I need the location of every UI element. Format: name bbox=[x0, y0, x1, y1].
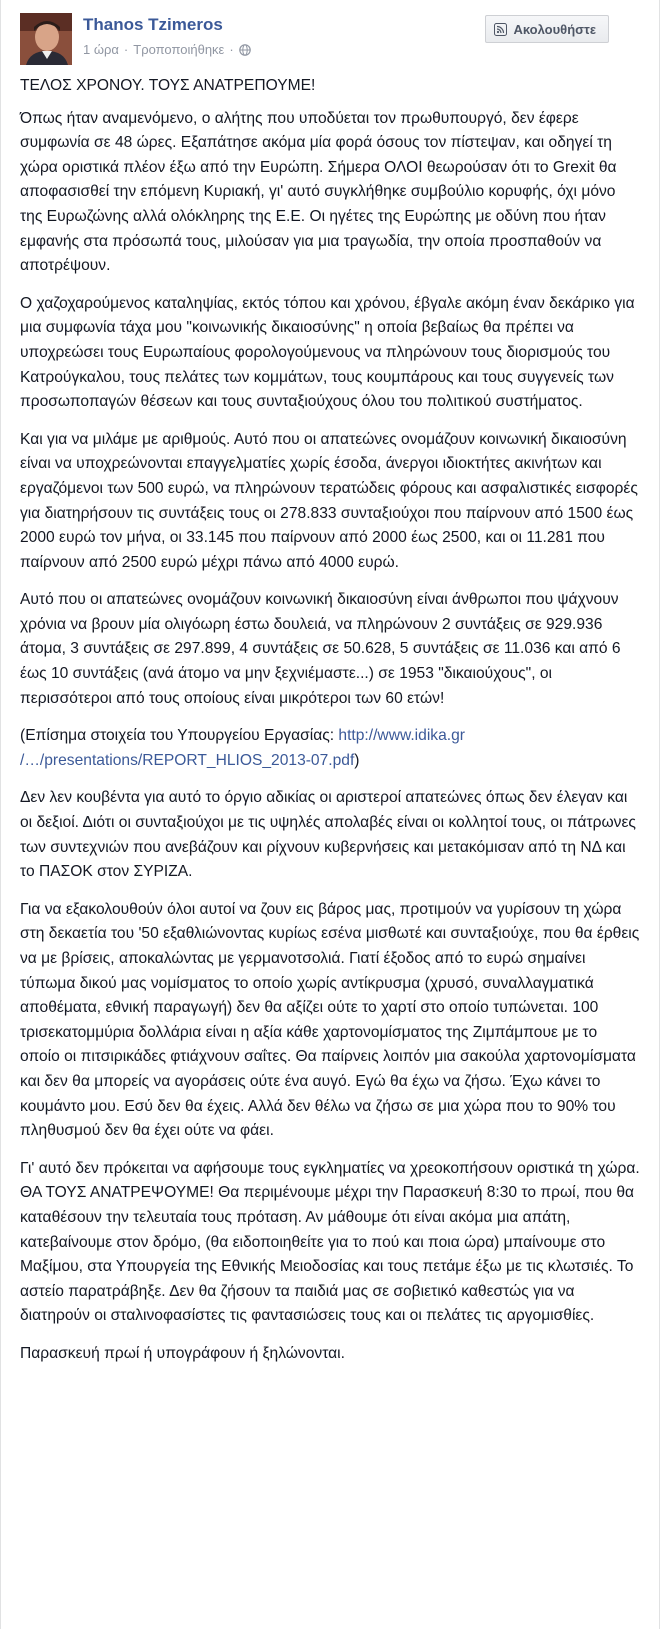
post-body bbox=[20, 74, 640, 1380]
author-name[interactable]: Thanos Tzimeros bbox=[83, 15, 223, 34]
meta-separator: · bbox=[123, 42, 129, 57]
follow-button-label: Ακολουθήστε bbox=[513, 21, 596, 37]
source-prefix: (Επίσημα στοιχεία του Υπουργείου Εργασίας: bbox=[20, 727, 339, 745]
post-paragraph: Και για να μιλάμε με αριθμούς. Αυτό που οι απατεώνες ονομάζουν κοινωνική δικαιοσύνη είναι να υποχρεώνονται επαγγελματίες χωρίς έσοδα, άνεργοι ιδιοκτήτες ακινήτων και εργαζόμενοι των 500 ευρώ, να πληρώνουν τερατώδεις φόρους και ασφαλιστικές εισφορές για διατηρήσουν τις συντάξεις τους οι 278.833 συνταξιούχοι που παίρνουν από 1500 έως 2000 ευρώ τον μήνα, οι 33.145 που παίρνουν από 2000 έως 2500, και οι 11.281 που παίρνουν από 2500 ευρώ μέχρι πάνω από 4000 ευρώ. bbox=[20, 430, 638, 571]
post-paragraph: Γι' αυτό δεν πρόκειται να αφήσουμε τους εγκληματίες να χρεοκοπήσουν οριστικά τη χώρα. ΘΑ ΤΟΥΣ ΑΝΑΤΡΕΨΟΥΜΕ! Θα περιμένουμε μέχρι την Παρασκευή 8:30 το πρωί, που θα καταθέσουν την τελευταία τους πρόταση. Αν μάθουμε ότι είναι ακόμα μια απάτη, κατεβαίνουμε στον δρόμο, (θα ειδοποιηθείτε για το πού και ποια ώρα) μπαίνουμε στο Μαξίμου, στα Υπουργεία της Εθνικής Μειοδοσίας και τους πετάμε έξω με τις κλωτσιές. Το αστείο παρατράβηξε. Δεν θα ζήσουν τα παιδιά μας σε σοβιετικό καθεστώς για να διατηρούν οι σταλινοφασίστες τις φαντασιώσεις τους και οι πελάτες τις αργομισθίες. bbox=[20, 1159, 640, 1325]
post-time[interactable]: 1 ώρα bbox=[83, 42, 119, 57]
globe-icon[interactable] bbox=[239, 44, 251, 56]
post-paragraph: Όπως ήταν αναμενόμενο, ο αλήτης που υποδύεται τον πρωθυπουργό, δεν έφερε συμφωνία σε 48 ώρες. Εξαπάτησε ακόμα μία φορά όσους τον πίστεψαν, και οδηγεί τη χώρα οριστικά πλέον έξω από την Ευρώπη. Σήμερα ΟΛΟΙ θεωρούσαν ότι το Grexit θα αποφασισθεί την επόμενη Κυριακή, γι' αυτό συγκλήθηκε συμβούλιο κορυφής, όχι μόνο της Ευρωζώνης αλλά ολόκληρης της Ε.Ε. Οι ηγέτες της Ευρώπης με οδύνη που ήταν εμφανής στα πρόσωπά τους, μιλούσαν για μια τραγωδία, την οποία προσπαθούν να αποτρέψουν. bbox=[20, 109, 617, 275]
post-paragraph: Ο χαζοχαρούμενος καταληψίας, εκτός τόπου και χρόνου, έβγαλε ακόμη έναν δεκάρικο για μια συμφωνία τάχα μου "κοινωνικής δικαιοσύνης" η οποία βεβαίως θα πρέπει να υποχρεώσει τους Ευρωπαίους φορολογούμενους να πληρώνουν τους διορισμούς του Κατρούγκαλου, τους πελάτες των κομμάτων, τους κουμπάρους και τους συγγενείς των προσωποπαγών θέσεων και τους συνταξιούχους όλου του πολιτικού συστήματος. bbox=[20, 294, 635, 411]
post-title: ΤΕΛΟΣ ΧΡΟΝΟΥ. ΤΟΥΣ ΑΝΑΤΡΕΠΟΥΜΕ! bbox=[20, 77, 316, 94]
post-meta bbox=[83, 42, 251, 57]
post-paragraph: Δεν λεν κουβέντα για αυτό το όργιο αδικίας οι αριστεροί απατεώνες όπως δεν έλεγαν και οι δεξιοί. Διότι οι συνταξιούχοι με τις υψηλές απολαβές είναι οι κολλητοί τους, οι πάτρωνες των συντεχνιών που ανεβάζουν και ρίχνουν κυβερνήσεις και μετακόμισαν από τη ΝΔ και το ΠΑΣΟΚ στον ΣΥΡΙΖΑ. bbox=[20, 789, 636, 881]
avatar-photo-icon bbox=[20, 13, 72, 65]
post-paragraph: Για να εξακολουθούν όλοι αυτοί να ζουν εις βάρος μας, προτιμούν να γυρίσουν τη χώρα στη δεκαετία του '50 εξαθλιώνοντας κυρίως εσένα μισθωτέ και συνταξιούχε, που θα έρθεις να με βρίσεις, αποκαλώντας με γερμανοτσολιά. Γιατί έξοδος από το ευρώ σημαίνει τύπωμα δικού μας νομίσματος το οποίο χωρίς αντίκρυσμα (χρυσό, συναλλαγματικά αποθέματα, εθνική παραγωγή) δεν θα αξίζει ούτε το χαρτί στο οποίο τυπώνεται. 100 τρισεκατομμύρια δολλάρια είναι η αξία κάθε χαρτονομίσματος της Ζιμπάμπουε με το οποίο οι πιτσιρικάδες φτιάχνουν σαΐτες. Θα παίρνεις λοιπόν μια σακούλα χαρτονομίσματα και δεν θα μπορείς να αγοράσεις ούτε ένα αυγό. Εγώ θα έχω να ζήσω. Έχω κάνει το κουμάντο μου. Εσύ δεν θα έχεις. Αλλά δεν θέλω να ζήσω σε μια χώρα που το 90% του πληθυσμού δεν θα έχει ούτε να φάει. bbox=[20, 900, 640, 1140]
post-header bbox=[1, 0, 659, 70]
source-paragraph bbox=[20, 724, 640, 773]
post-paragraph: Παρασκευή πρωί ή υπογράφουν ή ξηλώνονται. bbox=[20, 1344, 345, 1362]
source-suffix: ) bbox=[354, 751, 360, 769]
avatar[interactable] bbox=[20, 13, 72, 65]
edited-label[interactable]: Τροποποιήθηκε bbox=[133, 42, 225, 57]
follow-button[interactable] bbox=[485, 15, 609, 43]
meta-separator: · bbox=[229, 42, 234, 57]
rss-icon bbox=[494, 23, 507, 36]
post-paragraph: Αυτό που οι απατεώνες ονομάζουν κοινωνική δικαιοσύνη είναι άνθρωποι που ψάχνουν χρόνια να βρουν μία ολιγόωρη έστω δουλειά, να πληρώνουν 2 συντάξεις σε 929.936 άτομα, 3 συντάξεις σε 297.899, 4 συντάξεις σε 50.628, 5 συντάξεις σε 11.036 και από 6 έως 10 συντάξεις (ανά άτομο να μην ξεχνιέμαστε...) σε 1953 "δικαιούχους", οι περισσότεροι από τους οποίους είναι μικρότεροι των 60 ετών! bbox=[20, 591, 621, 707]
source-link[interactable]: http://www.idika.gr /…/presentations/REPORT_HLIOS_2013-07.pdf bbox=[20, 727, 465, 769]
